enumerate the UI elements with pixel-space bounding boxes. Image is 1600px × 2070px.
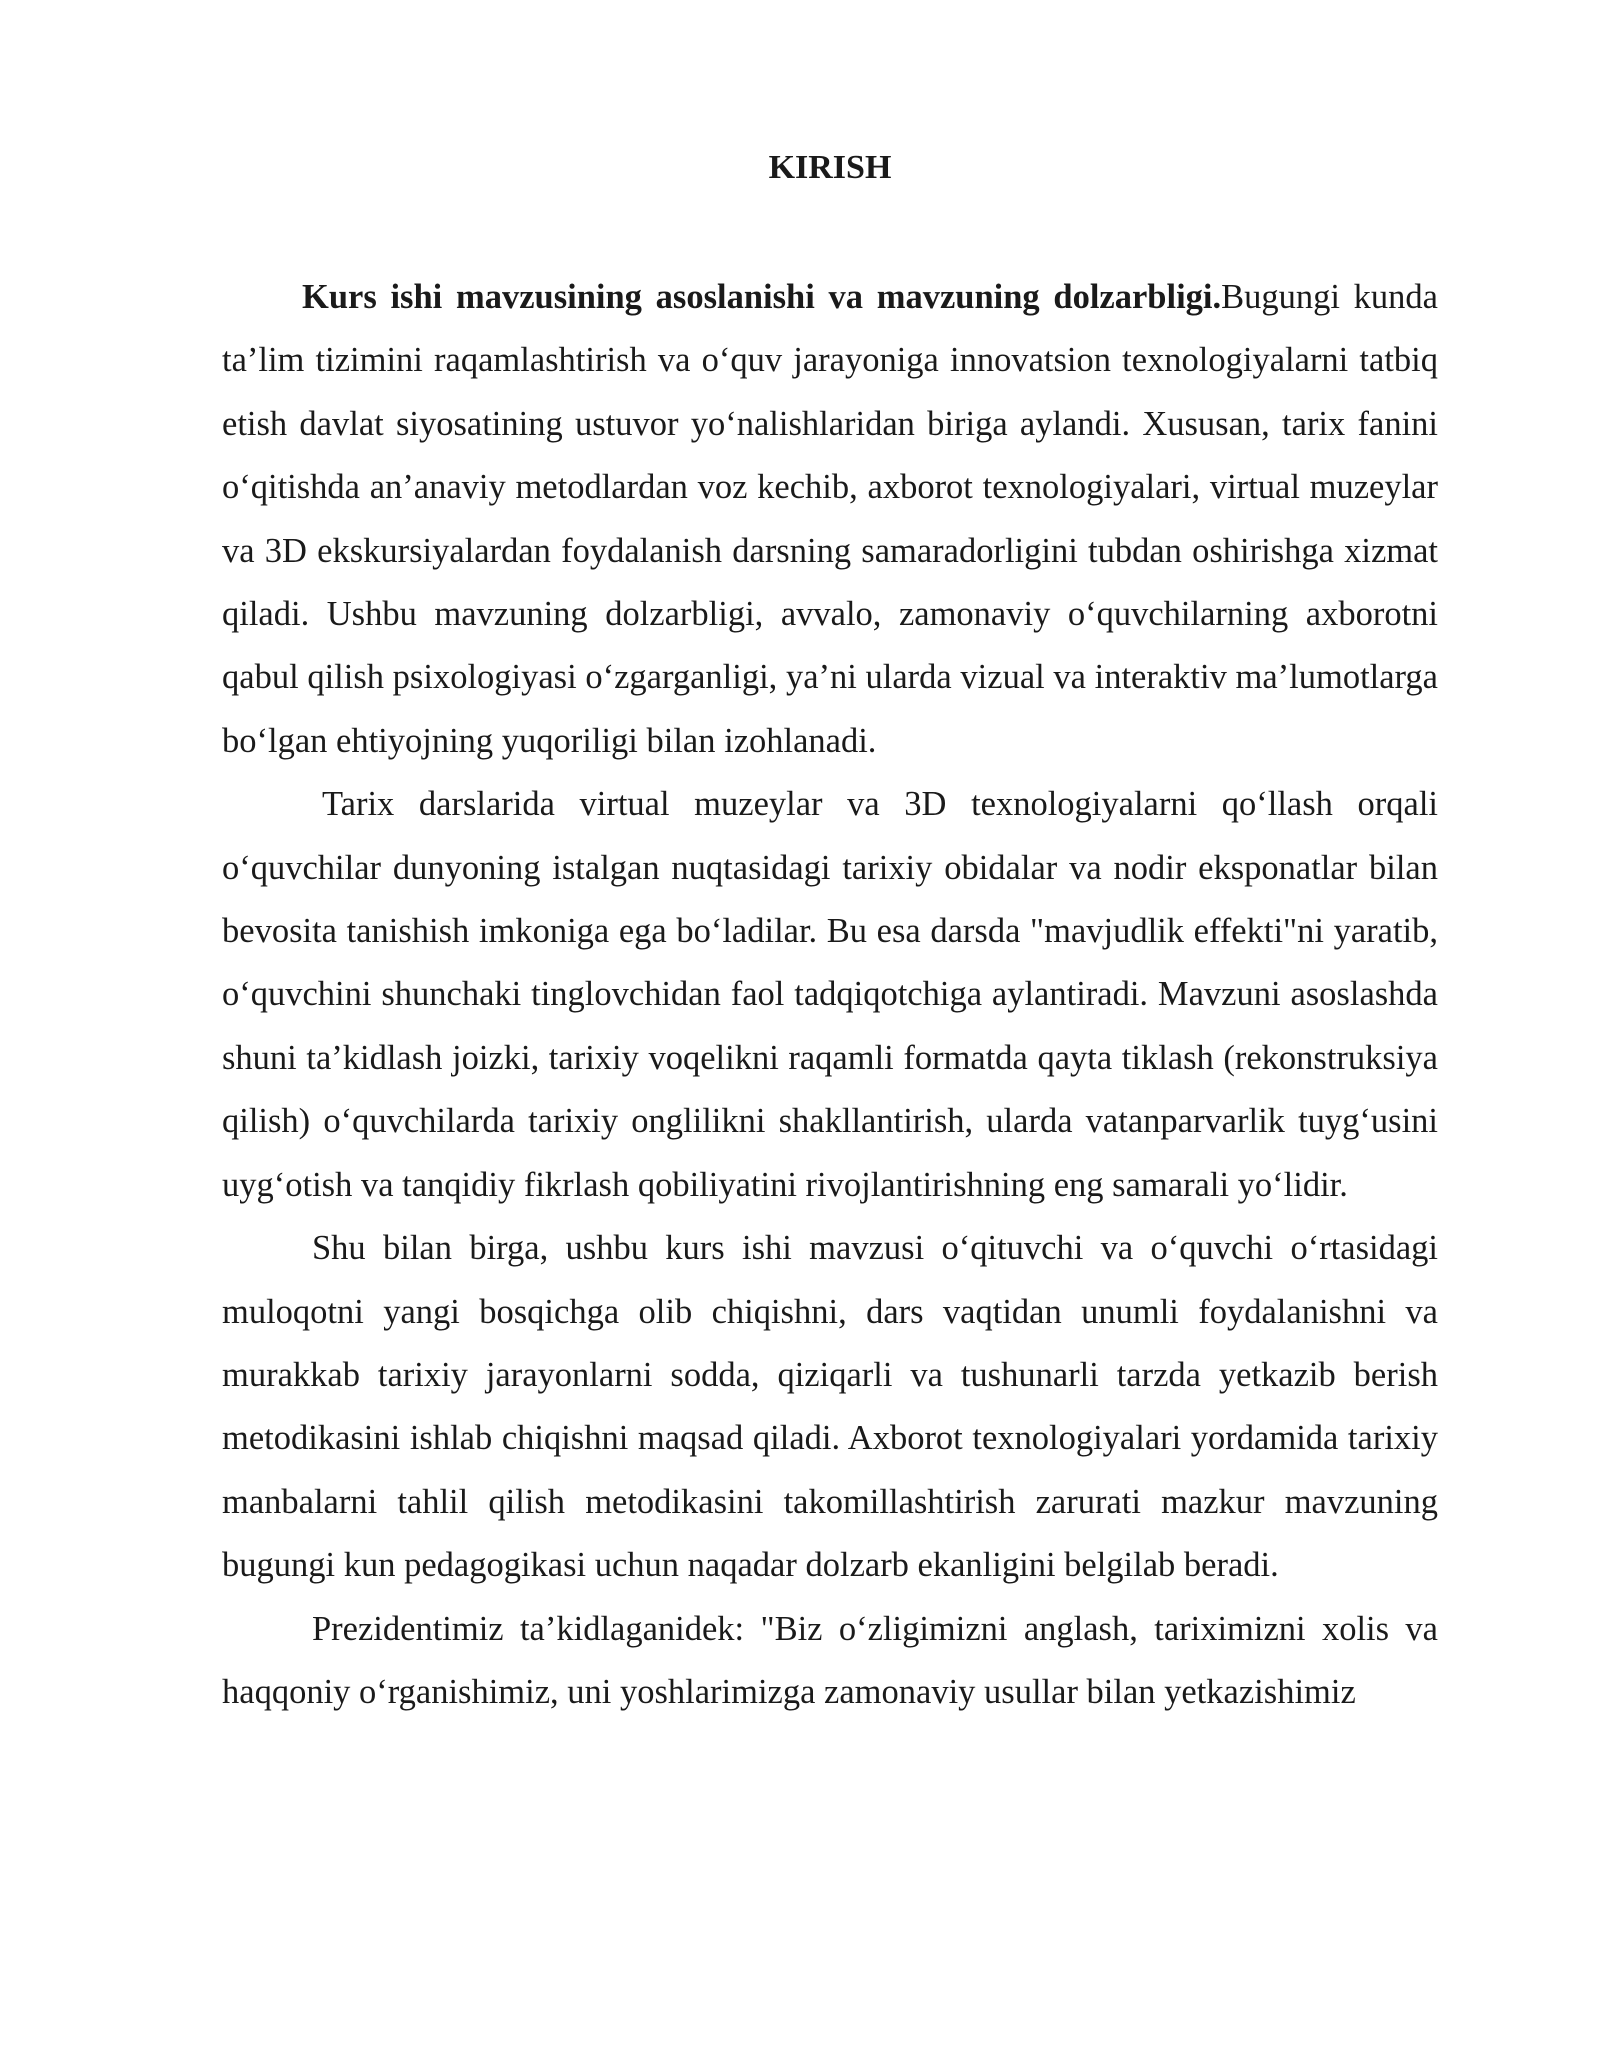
paragraph-lead-bold: Kurs ishi mavzusining asoslanishi va mavzuning dolzarbligi.: [302, 278, 1222, 316]
document-page: [222, 0, 1438, 2070]
paragraph-2: Tarix darslarida virtual muzeylar va 3D texnologiyalarni qo‘llash orqali o‘quvchilar dunyoning istalgan nuqtasidagi tarixiy obidalar va nodir eksponatlar bilan bevosita tanishish imkoniga ega bo‘ladilar. Bu esa darsda "mavjudlik effekti"ni yaratib, o‘quvchini shunchaki tinglovchidan faol tadqiqotchiga aylantiradi. Mavzuni asoslashda shuni ta’kidlash joizki, tarixiy voqelikni raqamli formatda qayta tiklash (rekonstruksiya qilish) o‘quvchilarda tarixiy onglilikni shakllantirish, ularda vatanparvarlik tuyg‘usini uyg‘otish va tanqidiy fikrlash qobiliyatini rivojlantirishning eng samarali yo‘lidir.: [222, 785, 1438, 1204]
paragraph-1: [222, 266, 1438, 773]
paragraph-text: Bugungi kunda ta’lim tizimini raqamlashtirish va o‘quv jarayoniga innovatsion texnologiyalarni tatbiq etish davlat siyosatining ustuvor yo‘nalishlaridan biriga aylandi. Xususan, tarix fanini o‘qitishda an’anaviy metodlardan voz kechib, axborot texnologiyalari, virtual muzeylar va 3D ekskursiyalardan foydalanish darsning samaradorligini tubdan oshirishga xizmat qiladi. Ushbu mavzuning dolzarbligi, avvalo, zamonaviy o‘quvchilarning axborotni qabul qilish psixologiyasi o‘zgarganligi, ya’ni ularda vizual va interaktiv ma’lumotlarga bo‘lgan ehtiyojning yuqoriligi bilan izohlanadi.: [222, 278, 1438, 760]
paragraph-3: Shu bilan birga, ushbu kurs ishi mavzusi o‘qituvchi va o‘quvchi o‘rtasidagi muloqotni yangi bosqichga olib chiqishni, dars vaqtidan unumli foydalanishni va murakkab tarixiy jarayonlarni sodda, qiziqarli va tushunarli tarzda yetkazib berish metodikasini ishlab chiqishni maqsad qiladi. Axborot texnologiyalari yordamida tarixiy manbalarni tahlil qilish metodikasini takomillashtirish zarurati mazkur mavzuning bugungi kun pedagogikasi uchun naqadar dolzarb ekanligini belgilab beradi.: [222, 1229, 1438, 1585]
page-title: KIRISH: [768, 149, 892, 186]
paragraph-4: Prezidentimiz ta’kidlaganidek: "Biz o‘zligimizni anglash, tariximizni xolis va haqqoniy o‘rganishimiz, uni yoshlarimizga zamonaviy usullar bilan yetkazishimiz: [222, 1609, 1438, 1711]
document-body: [222, 266, 1438, 1724]
